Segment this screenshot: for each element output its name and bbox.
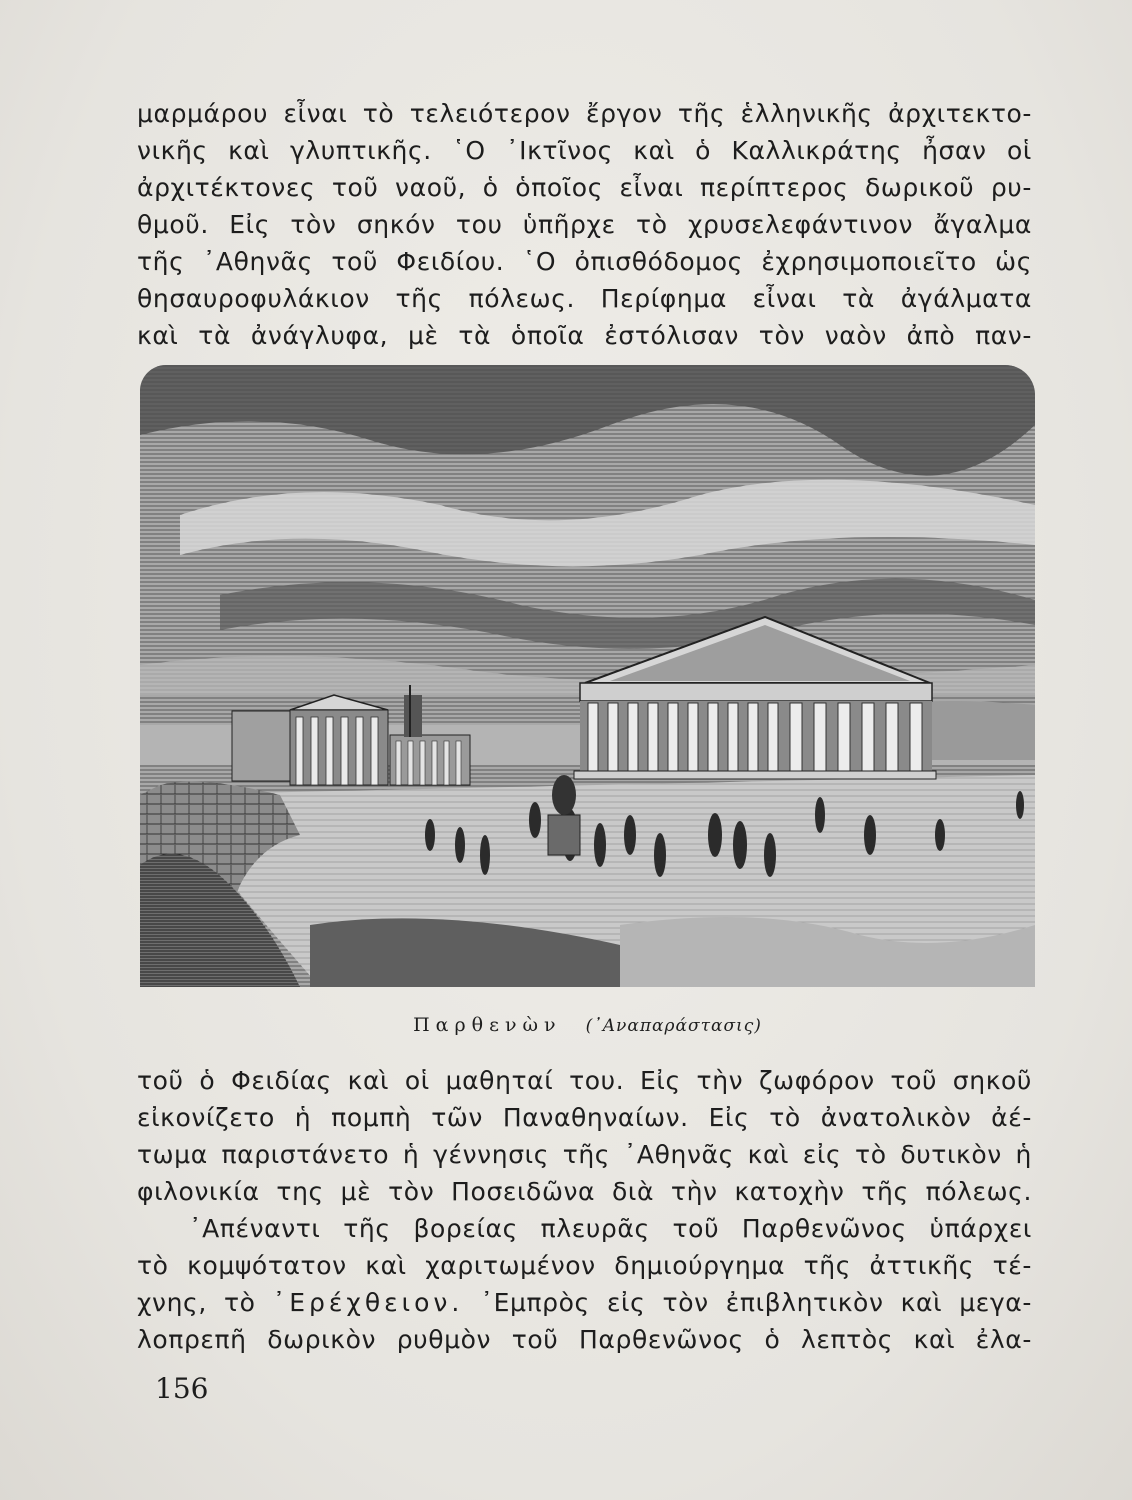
spaced-term: ᾽Ερέχθειον.: [272, 1288, 464, 1317]
text-line: τοῦ ὁ Φειδίας καὶ οἱ μαθηταί του. Εἰς τὴν ζωφόρον τοῦ σηκοῦ: [137, 1066, 1032, 1095]
text-line: [137, 1284, 1032, 1321]
caption-title: Παρθενὼν: [413, 1014, 562, 1036]
text-segment: ᾽Εμπρὸς εἰς τὸν ἐπιβλητικὸν καὶ μεγα-: [480, 1288, 1032, 1317]
caption-subtitle: (᾽Αναπαράστασις): [585, 1016, 762, 1036]
text-line: φιλονικία της μὲ τὸν Ποσειδῶνα διὰ τὴν κατοχὴν τῆς πόλεως.: [137, 1177, 1032, 1206]
statue-pedestal: [548, 815, 580, 855]
figure-caption: [140, 1014, 1035, 1036]
text-line: εἰκονίζετο ἡ πομπὴ τῶν Παναθηναίων. Εἰς τὸ ἀνατολικὸν ἀέ-: [137, 1103, 1032, 1132]
page-number: 156: [155, 1372, 209, 1405]
top-paragraph: [137, 95, 1032, 354]
text-line: τωμα παριστάνετο ἡ γέννησις τῆς ᾽Αθηνᾶς καὶ εἰς τὸ δυτικὸν ἡ: [137, 1140, 1032, 1169]
text-line: τὸ κομψότατον καὶ χαριτωμένον δημιούργημα τῆς ἀττικῆς τέ-: [137, 1251, 1032, 1280]
text-line: νικῆς καὶ γλυπτικῆς. ῾Ο ᾽Ικτῖνος καὶ ὁ Καλλικράτης ἦσαν οἱ: [137, 136, 1032, 165]
engraving-illustration: [140, 365, 1035, 987]
text-segment: χνης, τὸ: [137, 1288, 256, 1317]
text-line: λοπρεπῆ δωρικὸν ρυθμὸν τοῦ Παρθενῶνος ὁ λεπτὸς καὶ ἐλα-: [137, 1325, 1032, 1354]
text-line: καὶ τὰ ἀνάγλυφα, μὲ τὰ ὁποῖα ἐστόλισαν τὸν ναὸν ἀπὸ παν-: [137, 321, 1032, 350]
bottom-paragraph: [137, 1062, 1032, 1358]
text-line: ᾽Απέναντι τῆς βορείας πλευρᾶς τοῦ Παρθενῶνος ὑπάρχει: [189, 1214, 1032, 1243]
text-line: θμοῦ. Εἰς τὸν σηκόν του ὑπῆρχε τὸ χρυσελεφάντινον ἄγαλμα: [137, 210, 1032, 239]
text-line: ἀρχιτέκτονες τοῦ ναοῦ, ὁ ὁποῖος εἶναι περίπτερος δωρικοῦ ρυ-: [137, 173, 1032, 202]
text-line: μαρμάρου εἶναι τὸ τελειότερον ἔργον τῆς ἑλληνικῆς ἀρχιτεκτο-: [137, 99, 1032, 128]
text-line: θησαυροφυλάκιον τῆς πόλεως. Περίφημα εἶναι τὰ ἀγάλματα: [137, 284, 1032, 313]
text-line: τῆς ᾽Αθηνᾶς τοῦ Φειδίου. ῾Ο ὀπισθόδομος ἐχρησιμοποιεῖτο ὡς: [137, 247, 1032, 276]
parthenon-engraving: [140, 365, 1035, 987]
